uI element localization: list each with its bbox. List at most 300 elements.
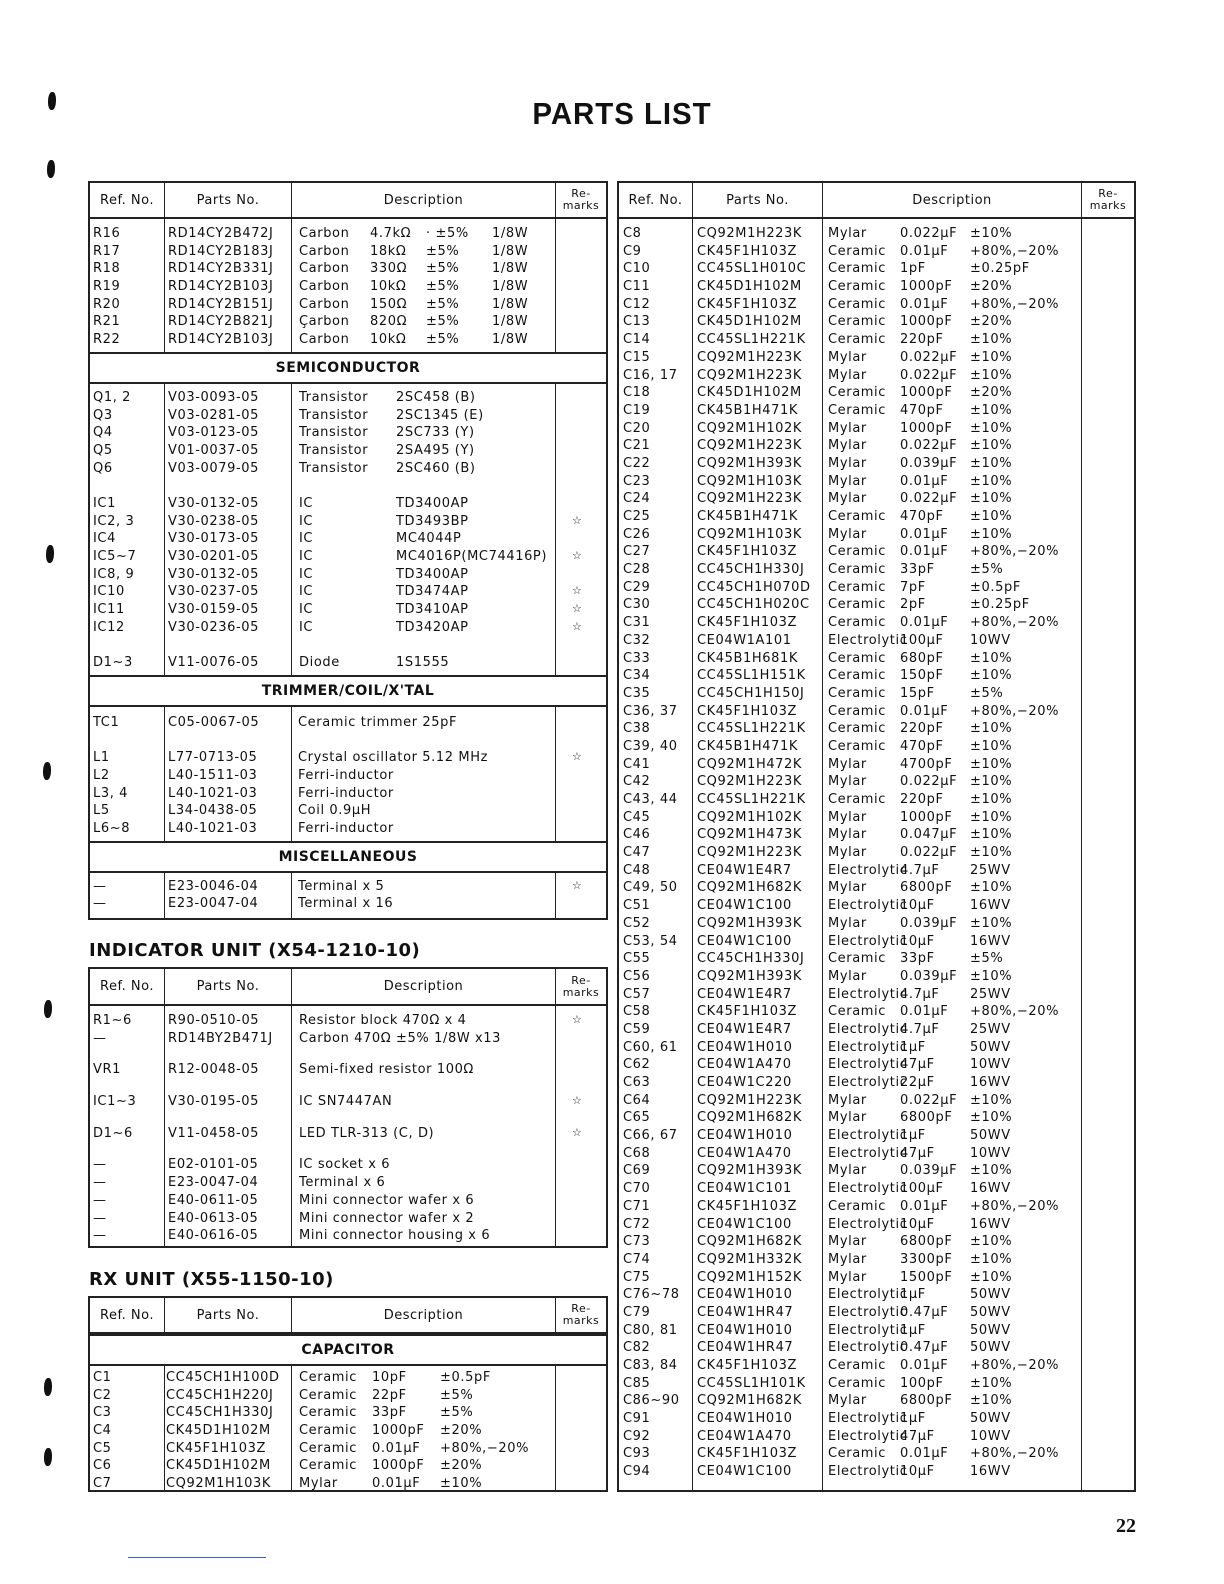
ref-no: C49, 50	[623, 880, 678, 896]
table-row	[619, 950, 1134, 968]
parts-no: V03-0093-05	[168, 389, 260, 405]
desc-type: Electrolytic	[828, 1145, 908, 1161]
desc-value: 1000pF	[900, 279, 953, 295]
desc-tolerance: +80%,−20%	[970, 296, 1060, 312]
parts-no: CQ92M1H223K	[697, 1092, 803, 1108]
desc-tolerance: ±10%	[970, 1234, 1013, 1250]
ref-no: R18	[93, 261, 121, 277]
table-row	[90, 530, 606, 548]
desc-value: 0.022μF	[900, 774, 958, 790]
parts-no: CE04W1H010	[697, 1411, 793, 1427]
table-row	[619, 1127, 1134, 1145]
desc-type: Carbon	[299, 243, 350, 259]
desc-value: TD3400AP	[396, 495, 469, 511]
desc-value: 0.022μF	[900, 438, 958, 454]
parts-no: E23-0047-04	[168, 896, 259, 912]
desc-value: 470pF	[900, 509, 944, 524]
header-remarks: Re- marks	[562, 973, 600, 999]
desc-value: 0.01μF	[900, 1004, 949, 1020]
parts-no: CC45CH1H100D	[166, 1370, 280, 1385]
ref-no: C91	[623, 1411, 651, 1427]
table-row	[619, 1463, 1134, 1481]
ref-no: C74	[623, 1251, 651, 1267]
desc-value: 0.01μF	[372, 1476, 421, 1492]
desc-type: Mylar	[828, 1092, 867, 1108]
desc-type: IC	[299, 566, 314, 582]
desc-rating: 1/8W	[492, 279, 529, 295]
table-row	[619, 1003, 1134, 1021]
parts-no: L40-1511-03	[168, 767, 258, 783]
desc-type: Ceramic	[828, 296, 887, 312]
desc-tolerance: 10WV	[970, 1145, 1011, 1161]
ref-no: C27	[623, 544, 651, 560]
desc-value: 4.7μF	[900, 986, 940, 1002]
ref-no: C47	[623, 845, 651, 861]
table-row	[619, 384, 1134, 402]
description: Ceramic trimmer 25pF	[298, 714, 458, 730]
desc-type: Ceramic	[828, 1446, 887, 1462]
page-number: 22	[1116, 1515, 1136, 1537]
table-row	[619, 1216, 1134, 1234]
table-row	[619, 508, 1134, 526]
desc-tolerance: ±10%	[970, 845, 1013, 861]
desc-value: 100μF	[900, 1181, 944, 1197]
table-row	[90, 1369, 606, 1387]
ref-no: C2	[93, 1387, 112, 1403]
desc-value: 220pF	[900, 721, 944, 737]
band-capacitor: CAPACITOR	[90, 1334, 606, 1366]
parts-no: RD14BY2B471J	[168, 1030, 273, 1046]
desc-type: Electrolytic	[828, 933, 908, 949]
ref-no: C20	[623, 420, 651, 436]
ref-no: R21	[93, 314, 121, 330]
parts-no: CK45F1H103Z	[697, 1446, 797, 1462]
description: IC socket x 6	[299, 1157, 391, 1173]
ref-no: IC4	[93, 531, 116, 547]
parts-no: CE04W1C101	[697, 1181, 792, 1197]
desc-tolerance: 50WV	[970, 1322, 1011, 1338]
desc-rating: 1/8W	[492, 243, 529, 259]
desc-type: Ceramic	[299, 1458, 358, 1474]
ref-no: IC1~3	[93, 1094, 137, 1110]
ref-no: C94	[623, 1464, 651, 1480]
parts-no: E02-0101-05	[168, 1157, 259, 1173]
desc-value: MC4016P(MC74416P)	[396, 549, 548, 564]
desc-value: TD3410AP	[396, 602, 469, 618]
table-row	[90, 1210, 606, 1228]
table-row	[90, 1012, 606, 1030]
desc-value: TD3420AP	[396, 619, 469, 635]
ref-no: L6~8	[93, 820, 131, 836]
table-row	[619, 756, 1134, 774]
ref-no: IC12	[93, 619, 125, 635]
desc-tolerance: +80%,−20%	[970, 1446, 1060, 1462]
table-row	[90, 820, 606, 838]
table-row	[619, 1092, 1134, 1110]
ref-no: C21	[623, 438, 651, 454]
ref-no: C5	[93, 1440, 112, 1456]
desc-type: Mylar	[828, 367, 867, 383]
ref-no: C57	[623, 986, 651, 1002]
table-row	[90, 331, 606, 349]
ref-no: C46	[623, 827, 651, 843]
desc-tolerance: ±20%	[970, 279, 1013, 295]
description: Semi-fixed resistor 100Ω	[299, 1062, 474, 1078]
desc-value: 10μF	[900, 1216, 935, 1232]
desc-value: 0.022μF	[900, 349, 958, 365]
desc-tolerance: · ±5%	[426, 226, 469, 241]
ref-no: TC1	[93, 714, 120, 730]
table-row	[90, 424, 606, 442]
desc-value: 0.01μF	[900, 243, 949, 259]
desc-type: Ceramic	[828, 738, 887, 754]
desc-tolerance: ±0.25pF	[970, 597, 1030, 613]
parts-no: CK45B1H471K	[697, 738, 799, 754]
desc-type: Electrolytic	[828, 986, 908, 1002]
desc-rating: 1/8W	[492, 314, 529, 330]
ref-no: C33	[623, 650, 651, 666]
table-row	[619, 579, 1134, 597]
desc-tolerance: ±10%	[970, 1269, 1013, 1285]
ref-no: —	[93, 1030, 107, 1046]
desc-tolerance: ±5%	[426, 314, 460, 330]
parts-no: V30-0195-05	[168, 1094, 260, 1110]
ref-no: C26	[623, 526, 651, 542]
ref-no: C30	[623, 597, 651, 613]
desc-value: 0.01μF	[900, 544, 949, 560]
parts-no: CK45F1H103Z	[697, 243, 797, 259]
parts-no: CE04W1E4R7	[697, 1021, 792, 1037]
header-parts-no: Parts No.	[196, 192, 260, 208]
desc-tolerance: ±10%	[970, 509, 1013, 524]
desc-tolerance: ±20%	[440, 1458, 483, 1474]
ref-no: C75	[623, 1269, 651, 1285]
desc-type: Electrolytic	[828, 1039, 908, 1055]
header-remarks: Re- marks	[1089, 187, 1127, 212]
desc-value: 22μF	[900, 1075, 935, 1090]
desc-value: 2SC733 (Y)	[396, 425, 475, 441]
parts-no: L40-1021-03	[168, 820, 258, 836]
desc-type: Transistor	[299, 407, 369, 423]
desc-type: Mylar	[828, 438, 867, 454]
desc-value: 1500pF	[900, 1269, 953, 1285]
desc-type: Electrolytic	[828, 1322, 908, 1338]
footer-rule	[128, 1557, 266, 1558]
ref-no: Q5	[93, 442, 113, 458]
header-ref-no: Ref. No.	[100, 979, 154, 994]
description: Crystal oscillator 5.12 MHz	[298, 750, 488, 766]
desc-type: Electrolytic	[828, 1411, 908, 1427]
desc-type: Ceramic	[299, 1387, 358, 1403]
remark-star-icon: ☆	[572, 1013, 583, 1026]
header-description: Description	[912, 192, 992, 208]
table-row	[90, 407, 606, 425]
desc-value: TD3493BP	[396, 513, 469, 529]
parts-no: CE04W1A470	[697, 1145, 792, 1161]
ref-no: C82	[623, 1340, 651, 1356]
desc-type: Mylar	[828, 1251, 867, 1267]
desc-value: 0.047μF	[900, 827, 958, 843]
desc-tolerance: +80%,−20%	[970, 1198, 1060, 1214]
table-row	[90, 566, 606, 584]
description: IC SN7447AN	[299, 1094, 393, 1110]
desc-type: Çarbon	[299, 314, 350, 330]
desc-type: Mylar	[828, 420, 867, 436]
desc-tolerance: ±10%	[970, 332, 1013, 348]
desc-tolerance: ±10%	[970, 438, 1013, 454]
description: Ferri-inductor	[298, 767, 394, 783]
desc-tolerance: ±5%	[440, 1387, 474, 1403]
desc-tolerance: 50WV	[970, 1411, 1011, 1427]
parts-no: CE04W1C100	[697, 1464, 792, 1480]
table-row	[619, 685, 1134, 703]
parts-no: CQ92M1H223K	[697, 226, 803, 241]
desc-tolerance: 10WV	[970, 1428, 1011, 1444]
ref-no: C92	[623, 1428, 651, 1444]
parts-no: RD14CY2B103J	[168, 332, 274, 348]
ref-no: C52	[623, 915, 651, 931]
desc-value: 220pF	[900, 792, 944, 807]
desc-value: 2pF	[900, 597, 926, 613]
description: LED TLR-313 (C, D)	[299, 1125, 435, 1141]
parts-no: V03-0079-05	[168, 460, 260, 476]
desc-value: 330Ω	[370, 261, 408, 277]
parts-no: CQ92M1H223K	[697, 349, 803, 365]
ref-no: IC10	[93, 584, 125, 600]
desc-tolerance: ±10%	[970, 1393, 1013, 1409]
ref-no: C15	[623, 349, 651, 365]
ref-no: L3, 4	[93, 785, 129, 801]
parts-no: CC45SL1H010C	[697, 261, 807, 277]
ref-no: C23	[623, 473, 651, 489]
ref-no: C38	[623, 721, 651, 737]
table-row	[619, 243, 1134, 261]
desc-tolerance: 16WV	[970, 1075, 1011, 1090]
desc-tolerance: ±10%	[970, 915, 1013, 931]
desc-tolerance: ±5%	[426, 332, 460, 348]
ref-no: C13	[623, 314, 651, 330]
ref-no: C51	[623, 898, 651, 914]
table-row	[90, 1061, 606, 1079]
table-row	[619, 490, 1134, 508]
desc-value: 100μF	[900, 632, 944, 648]
table-row	[619, 1180, 1134, 1198]
desc-value: 6800pF	[900, 1110, 953, 1126]
desc-value: 1μF	[900, 1322, 926, 1338]
parts-no: CQ92M1H682K	[697, 1110, 803, 1126]
parts-no: CC45CH1H330J	[697, 562, 805, 578]
parts-no: CK45D1H102M	[697, 385, 802, 401]
parts-no: V30-0238-05	[168, 513, 260, 529]
desc-type: Mylar	[828, 455, 867, 471]
parts-no: CK45F1H103Z	[697, 1004, 797, 1020]
desc-type: Ceramic	[828, 597, 887, 613]
desc-type: Ceramic	[828, 544, 887, 560]
desc-type: Mylar	[828, 473, 867, 489]
table-row	[90, 1125, 606, 1143]
parts-no: CC45CH1H220J	[166, 1387, 274, 1403]
desc-tolerance: ±10%	[970, 1092, 1013, 1108]
desc-value: 0.01μF	[900, 615, 949, 631]
desc-value: TD3400AP	[396, 566, 469, 582]
desc-value: 0.01μF	[900, 473, 949, 489]
parts-no: V30-0236-05	[168, 619, 260, 635]
desc-type: Ceramic	[828, 1198, 887, 1214]
desc-type: Ceramic	[828, 562, 887, 578]
parts-no: CQ92M1H223K	[697, 845, 803, 861]
desc-type: Electrolytic	[828, 1340, 908, 1356]
parts-no: E23-0047-04	[168, 1175, 259, 1191]
desc-type: Electrolytic	[828, 632, 908, 648]
desc-type: Ceramic	[828, 402, 887, 418]
table-row	[619, 1322, 1134, 1340]
desc-tolerance: ±0.5pF	[440, 1370, 491, 1385]
desc-type: Ceramic	[828, 314, 887, 330]
table-row	[90, 260, 606, 278]
desc-type: Electrolytic	[828, 1181, 908, 1197]
desc-tolerance: +80%,−20%	[970, 243, 1060, 259]
parts-no: CE04W1A101	[697, 632, 792, 648]
ref-no: R1~6	[93, 1013, 132, 1028]
desc-tolerance: ±10%	[970, 367, 1013, 383]
description: Mini connector wafer x 2	[299, 1210, 475, 1226]
ref-no: —	[93, 878, 107, 894]
table-row	[619, 1304, 1134, 1322]
desc-value: 1S1555	[396, 655, 450, 671]
parts-no: V03-0281-05	[168, 407, 260, 423]
table-row	[90, 513, 606, 531]
desc-value: 33pF	[372, 1405, 407, 1421]
desc-type: Ceramic	[828, 1004, 887, 1020]
desc-value: 6800pF	[900, 1393, 953, 1409]
table-row	[619, 420, 1134, 438]
desc-value: 2SA495 (Y)	[396, 442, 475, 458]
desc-tolerance: 50WV	[970, 1304, 1011, 1320]
ref-no: C62	[623, 1057, 651, 1073]
table-row	[90, 243, 606, 261]
table-row	[90, 878, 606, 896]
remark-star-icon: ☆	[572, 513, 583, 527]
parts-no: CC45SL1H151K	[697, 668, 806, 684]
ref-no: C32	[623, 632, 651, 648]
desc-value: 0.039μF	[900, 915, 958, 931]
table-row	[90, 1030, 606, 1048]
ref-no: C10	[623, 261, 651, 277]
table-row	[90, 583, 606, 601]
desc-type: Ceramic	[828, 509, 887, 524]
desc-tolerance: ±10%	[970, 1375, 1013, 1391]
desc-type: Mylar	[828, 1393, 867, 1409]
parts-no: CC45CH1H330J	[697, 951, 805, 967]
ref-no: IC8, 9	[93, 566, 135, 582]
ref-no: R17	[93, 243, 121, 259]
table-row	[619, 897, 1134, 915]
desc-type: Mylar	[828, 1110, 867, 1126]
parts-no: RD14CY2B103J	[168, 279, 274, 295]
parts-no: CK45F1H103Z	[697, 544, 797, 560]
desc-type: Ceramic	[299, 1405, 358, 1421]
description: Carbon 470Ω ±5% 1/8W x13	[299, 1030, 502, 1046]
desc-value: 1pF	[900, 261, 926, 277]
parts-no: CK45F1H103Z	[166, 1440, 266, 1456]
desc-type: Ceramic	[828, 385, 887, 401]
parts-no: RD14CY2B472J	[168, 226, 274, 241]
desc-type: Ceramic	[299, 1440, 358, 1456]
remark-star-icon: ☆	[572, 878, 583, 892]
desc-tolerance: ±10%	[970, 827, 1013, 843]
desc-type: Mylar	[828, 1163, 867, 1179]
table-row	[90, 895, 606, 913]
table-row	[90, 785, 606, 803]
desc-tolerance: ±10%	[970, 491, 1013, 507]
desc-value: 1000pF	[900, 385, 953, 401]
desc-value: 470pF	[900, 738, 944, 754]
header-parts-no: Parts No.	[196, 979, 260, 994]
desc-value: 4700pF	[900, 756, 953, 772]
parts-no: CC45CH1H330J	[166, 1405, 274, 1421]
table-row	[619, 826, 1134, 844]
table-row	[90, 1404, 606, 1422]
desc-type: Mylar	[828, 349, 867, 365]
desc-type: IC	[299, 495, 314, 511]
table-row	[619, 809, 1134, 827]
desc-tolerance: 16WV	[970, 898, 1011, 914]
desc-value: 1000pF	[900, 314, 953, 330]
table-row	[619, 1021, 1134, 1039]
table-row	[619, 278, 1134, 296]
parts-no: CQ92M1H682K	[697, 1234, 803, 1250]
parts-no: CC45SL1H221K	[697, 792, 806, 807]
desc-value: 1000pF	[900, 809, 953, 825]
table-row	[619, 632, 1134, 650]
desc-value: 150pF	[900, 668, 944, 684]
ref-no: R19	[93, 279, 121, 295]
ref-no: —	[93, 896, 107, 912]
desc-type: Ceramic	[828, 579, 887, 595]
ref-no: C45	[623, 809, 651, 825]
parts-no: CE04W1E4R7	[697, 862, 792, 878]
ref-no: C34	[623, 668, 651, 684]
desc-rating: 1/8W	[492, 332, 529, 348]
desc-value: 47μF	[900, 1145, 935, 1161]
parts-no: E40-0613-05	[168, 1210, 259, 1226]
description: Terminal x 5	[298, 878, 385, 894]
desc-type: Mylar	[828, 756, 867, 772]
table-row	[90, 1174, 606, 1192]
parts-no: CQ92M1H393K	[697, 455, 803, 471]
desc-type: Transistor	[299, 442, 369, 458]
desc-tolerance: ±10%	[440, 1476, 483, 1492]
desc-type: Mylar	[828, 1234, 867, 1250]
ref-no: C9	[623, 243, 642, 259]
parts-no: CQ92M1H223K	[697, 774, 803, 790]
desc-type: Transistor	[299, 460, 369, 476]
desc-value: 1μF	[900, 1128, 926, 1144]
desc-type: IC	[299, 584, 314, 600]
desc-value: 10kΩ	[370, 332, 407, 348]
parts-no: CQ92M1H682K	[697, 1393, 803, 1409]
table-row	[619, 1162, 1134, 1180]
desc-tolerance: ±10%	[970, 526, 1013, 542]
desc-type: IC	[299, 549, 314, 564]
ref-no: VR1	[93, 1062, 121, 1078]
parts-no: CQ92M1H103K	[697, 473, 803, 489]
remark-star-icon: ☆	[572, 549, 583, 562]
section-title-rx-unit: RX UNIT (X55-1150-10)	[89, 1269, 334, 1290]
remark-star-icon: ☆	[572, 619, 583, 633]
ref-no: C64	[623, 1092, 651, 1108]
desc-value: 4.7kΩ	[370, 226, 412, 241]
